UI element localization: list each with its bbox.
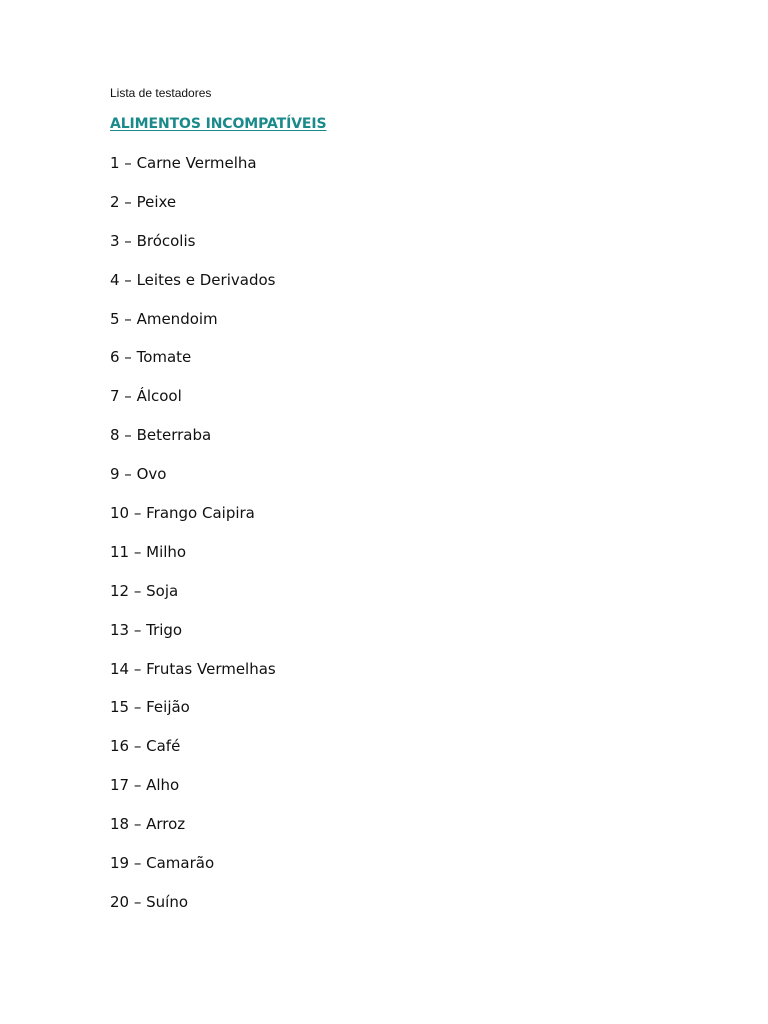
list-item: 9 – Ovo [110,465,167,484]
list-item: 8 – Beterraba [110,426,212,445]
list-item: 16 – Café [110,737,181,756]
list-item: 5 – Amendoim [110,309,218,328]
list-item: 6 – Tomate [110,348,192,367]
list-item: 18 – Arroz [110,815,186,834]
list-item: 19 – Camarão [110,854,215,873]
list-item: 4 – Leites e Derivados [110,270,276,289]
list-item: 12 – Soja [110,581,179,600]
list-item: 10 – Frango Caipira [110,504,255,523]
list-item: 7 – Álcool [110,387,182,406]
list-item: 15 – Feijão [110,698,190,717]
list-item: 1 – Carne Vermelha [110,154,257,172]
list-item: 20 – Suíno [110,892,189,911]
document-caption: Lista de testadores [110,86,212,100]
food-list [110,152,276,930]
list-item: 3 – Brócolis [110,231,196,250]
list-item: 14 – Frutas Vermelhas [110,659,276,678]
list-item: 11 – Milho [110,542,187,561]
list-item: 13 – Trigo [110,620,183,639]
list-item: 2 – Peixe [110,192,177,211]
document-heading: ALIMENTOS INCOMPATÍVEIS [110,116,327,132]
list-item: 17 – Alho [110,776,180,795]
